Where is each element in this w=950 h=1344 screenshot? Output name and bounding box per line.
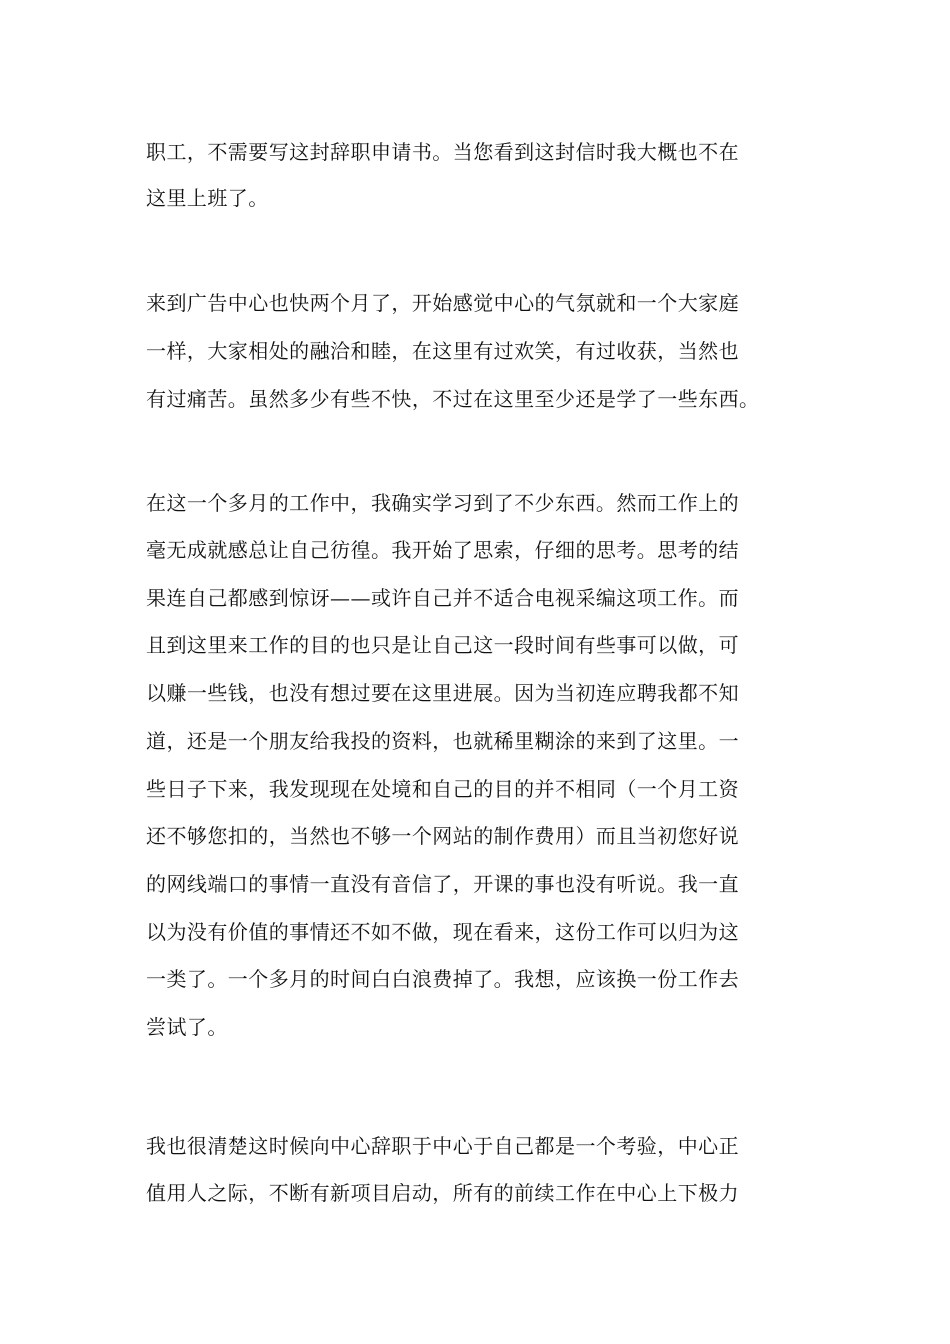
paragraph-3-line-10: 以为没有价值的事情还不如不做，现在看来，这份工作可以归为这 bbox=[146, 920, 740, 944]
paragraph-3-line-3: 果连自己都感到惊讶——或许自己并不适合电视采编这项工作。而 bbox=[146, 586, 740, 610]
paragraph-3-line-4: 且到这里来工作的目的也只是让自己这一段时间有些事可以做，可 bbox=[146, 633, 740, 657]
paragraph-3-line-6: 道，还是一个朋友给我投的资料，也就稀里糊涂的来到了这里。一 bbox=[146, 729, 740, 753]
paragraph-3-line-7: 些日子下来，我发现现在处境和自己的目的并不相同（一个月工资 bbox=[146, 777, 740, 801]
paragraph-2-line-1: 来到广告中心也快两个月了，开始感觉中心的气氛就和一个大家庭 bbox=[146, 291, 740, 315]
paragraph-4-line-1: 我也很清楚这时候向中心辞职于中心于自己都是一个考验，中心正 bbox=[146, 1134, 740, 1158]
paragraph-2-line-3: 有过痛苦。虽然多少有些不快，不过在这里至少还是学了一些东西。 bbox=[146, 387, 760, 411]
paragraph-4-line-2: 值用人之际，不断有新项目启动，所有的前续工作在中心上下极力 bbox=[146, 1181, 740, 1205]
paragraph-3-line-5: 以赚一些钱，也没有想过要在这里进展。因为当初连应聘我都不知 bbox=[146, 681, 740, 705]
paragraph-3-line-8: 还不够您扣的，当然也不够一个网站的制作费用）而且当初您好说 bbox=[146, 824, 740, 848]
paragraph-3-line-11: 一类了。一个多月的时间白白浪费掉了。我想，应该换一份工作去 bbox=[146, 967, 740, 991]
paragraph-3-line-12: 尝试了。 bbox=[146, 1015, 228, 1039]
paragraph-1-line-1: 职工，不需要写这封辞职申请书。当您看到这封信时我大概也不在 bbox=[146, 140, 740, 164]
paragraph-2-line-2: 一样，大家相处的融洽和睦，在这里有过欢笑，有过收获，当然也 bbox=[146, 339, 740, 363]
paragraph-3-line-9: 的网线端口的事情一直没有音信了，开课的事也没有听说。我一直 bbox=[146, 872, 740, 896]
paragraph-3-line-2: 毫无成就感总让自己彷徨。我开始了思索，仔细的思考。思考的结 bbox=[146, 538, 740, 562]
paragraph-3-line-1: 在这一个多月的工作中，我确实学习到了不少东西。然而工作上的 bbox=[146, 491, 740, 515]
paragraph-1-line-2: 这里上班了。 bbox=[146, 186, 269, 210]
